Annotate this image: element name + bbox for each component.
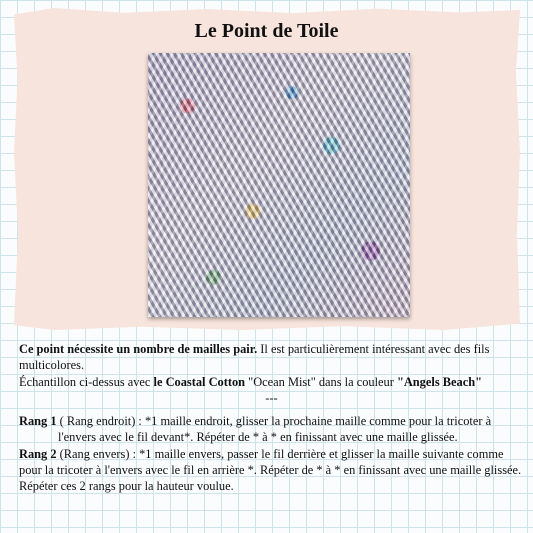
intro-bold: Ce point nécessite un nombre de mailles pair.	[19, 342, 258, 356]
row1-label: Rang 1	[19, 414, 57, 429]
row2-text: (Rang envers) : *1 maille envers, passer le fil derrière et glisser la maille suivante comme pour la tricoter à l'envers avec le fil en arrière *. Répéter de * à * en finissant avec une maille glissée.	[19, 446, 522, 478]
row1-line1: ( Rang endroit) : *1 maille endroit, glisser la prochaine maille comme pour la tricoter à	[56, 414, 492, 429]
row2-label: Rang 2	[19, 446, 57, 461]
row1-paragraph	[19, 413, 524, 429]
intro-paragraph	[19, 341, 524, 374]
sample-yarn: le Coastal Cotton	[153, 374, 246, 389]
row2-paragraph	[19, 446, 524, 479]
sample-name: "Ocean Mist" dans la couleur	[245, 374, 397, 389]
page-title: Le Point de Toile	[194, 20, 339, 42]
intro-rest: Il est particulièrement intéressant avec des fils multicolores.	[19, 342, 490, 373]
repeat-note: Répéter ces 2 rangs pour la hauteur voulue.	[19, 479, 234, 494]
knitted-swatch-photo	[148, 53, 410, 317]
sample-paragraph	[19, 374, 524, 390]
separator: ---	[265, 390, 278, 405]
pattern-instructions	[19, 341, 524, 495]
sample-color: "Angels Beach"	[396, 374, 482, 389]
row1-line2: l'envers avec le fil devant*. Répéter de * à * en finissant avec une maille glissée.	[58, 430, 458, 445]
sample-prefix: Échantillon ci-dessus avec	[19, 374, 154, 389]
